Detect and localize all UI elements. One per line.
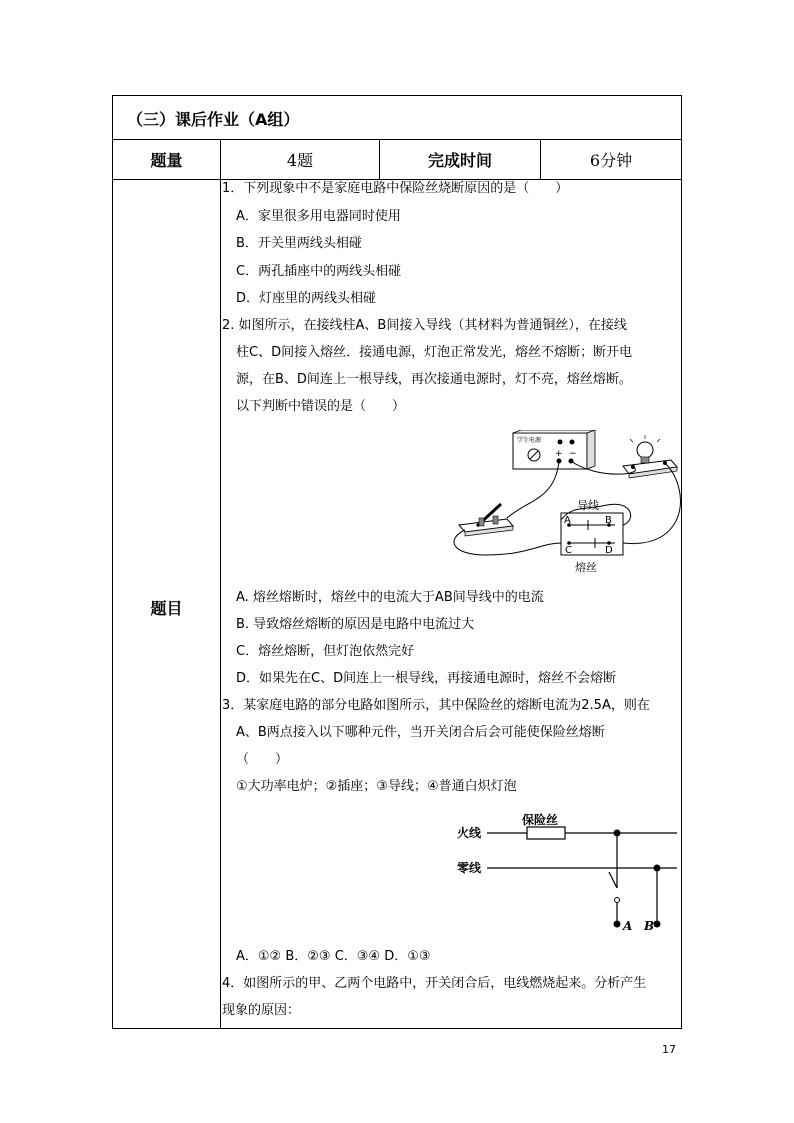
plus-sign: + — [555, 449, 563, 459]
q1-option-b: B．开关里两线头相碰 — [236, 236, 362, 251]
q2-stem-line: 2. 如图所示，在接线柱A、B间接入导线（其材料为普通铜丝），在接线 — [222, 318, 627, 333]
point-a-label: A — [623, 919, 633, 933]
live-wire-label: 火线 — [457, 826, 482, 840]
q2-stem-line: 源，在B、D间连上一根导线，再次接通电源时，灯不亮，熔丝熔断。 — [236, 372, 632, 387]
fuse-board — [561, 498, 623, 574]
terminal-a: A — [564, 515, 571, 526]
meta-row — [113, 139, 681, 180]
neutral-wire-label: 零线 — [457, 861, 482, 875]
q2-option-b: B. 导致熔丝熔断的原因是电路中电流过大 — [236, 617, 475, 632]
point-b-label: B — [644, 919, 655, 933]
time-value: 6分钟 — [589, 150, 633, 170]
q4-stem-line: 现象的原因： — [222, 1003, 301, 1018]
fuse-label: 保险丝 — [522, 813, 559, 827]
q4-stem-line: 4．如图所示的甲、乙两个电路中，开关闭合后，电线燃烧起来。分析产生 — [222, 976, 647, 991]
time-label: 完成时间 — [427, 150, 492, 170]
column-divider — [220, 179, 221, 1028]
fuse-symbol — [527, 827, 565, 839]
q3-stem-line: 3．某家庭电路的部分电路如图所示，其中保险丝的熔断电流为2.5A，则在 — [222, 698, 650, 713]
terminal-d: D — [605, 545, 613, 556]
power-supply-label: 学生电源 — [517, 437, 542, 444]
lamp — [623, 435, 677, 478]
q2-stem-line: 柱C、D间接入熔丝．接通电源，灯泡正常发光，熔丝不熔断；断开电 — [236, 345, 633, 360]
q1-option-d: D．灯座里的两线头相碰 — [236, 291, 377, 306]
switch-symbol — [609, 872, 617, 888]
q2-option-d: D．如果先在C、D间连上一根导线，再接通电源时，熔丝不会熔断 — [236, 671, 617, 686]
fuse-label: 熔丝 — [575, 561, 597, 574]
q2-option-a: A. 熔丝熔断时，熔丝中的电流大于AB间导线中的电流 — [236, 590, 544, 605]
q1-stem: 1．下列现象中不是家庭电路中保险丝烧断原因的是（ ） — [222, 181, 569, 196]
wire-label: 导线 — [577, 499, 599, 512]
page-number: 17 — [662, 1043, 676, 1056]
minus-sign: − — [569, 449, 577, 459]
q3-stem-line: ①大功率电炉；②插座；③导线；④普通白炽灯泡 — [236, 779, 517, 794]
q1-option-a: A．家里很多用电器同时使用 — [236, 209, 401, 224]
terminal-c: C — [565, 545, 572, 556]
q3-stem-line: （ ） — [236, 752, 289, 767]
power-supply — [513, 430, 595, 469]
q1-option-c: C．两孔插座中的两线头相碰 — [236, 264, 402, 279]
count-label: 题量 — [150, 150, 183, 170]
q3-options: A．①② B．②③ C．③④ D．①③ — [236, 949, 431, 964]
terminal-b: B — [605, 515, 612, 526]
title-row — [113, 96, 681, 140]
q2-stem-line: 以下判断中错误的是（ ） — [236, 399, 406, 414]
section-title: （三）课后作业（A组） — [127, 110, 300, 129]
q3-stem-line: A、B两点接入以下哪种元件，当开关闭合后会可能使保险丝熔断 — [236, 725, 605, 740]
knife-switch — [459, 504, 513, 536]
count-value: 4题 — [286, 150, 314, 170]
topic-label: 题目 — [150, 599, 183, 618]
fuse-experiment-diagram — [447, 430, 697, 575]
q2-option-c: C．熔丝熔断，但灯泡依然完好 — [236, 644, 415, 659]
homework-table — [112, 95, 682, 1029]
household-circuit-diagram — [457, 810, 687, 940]
